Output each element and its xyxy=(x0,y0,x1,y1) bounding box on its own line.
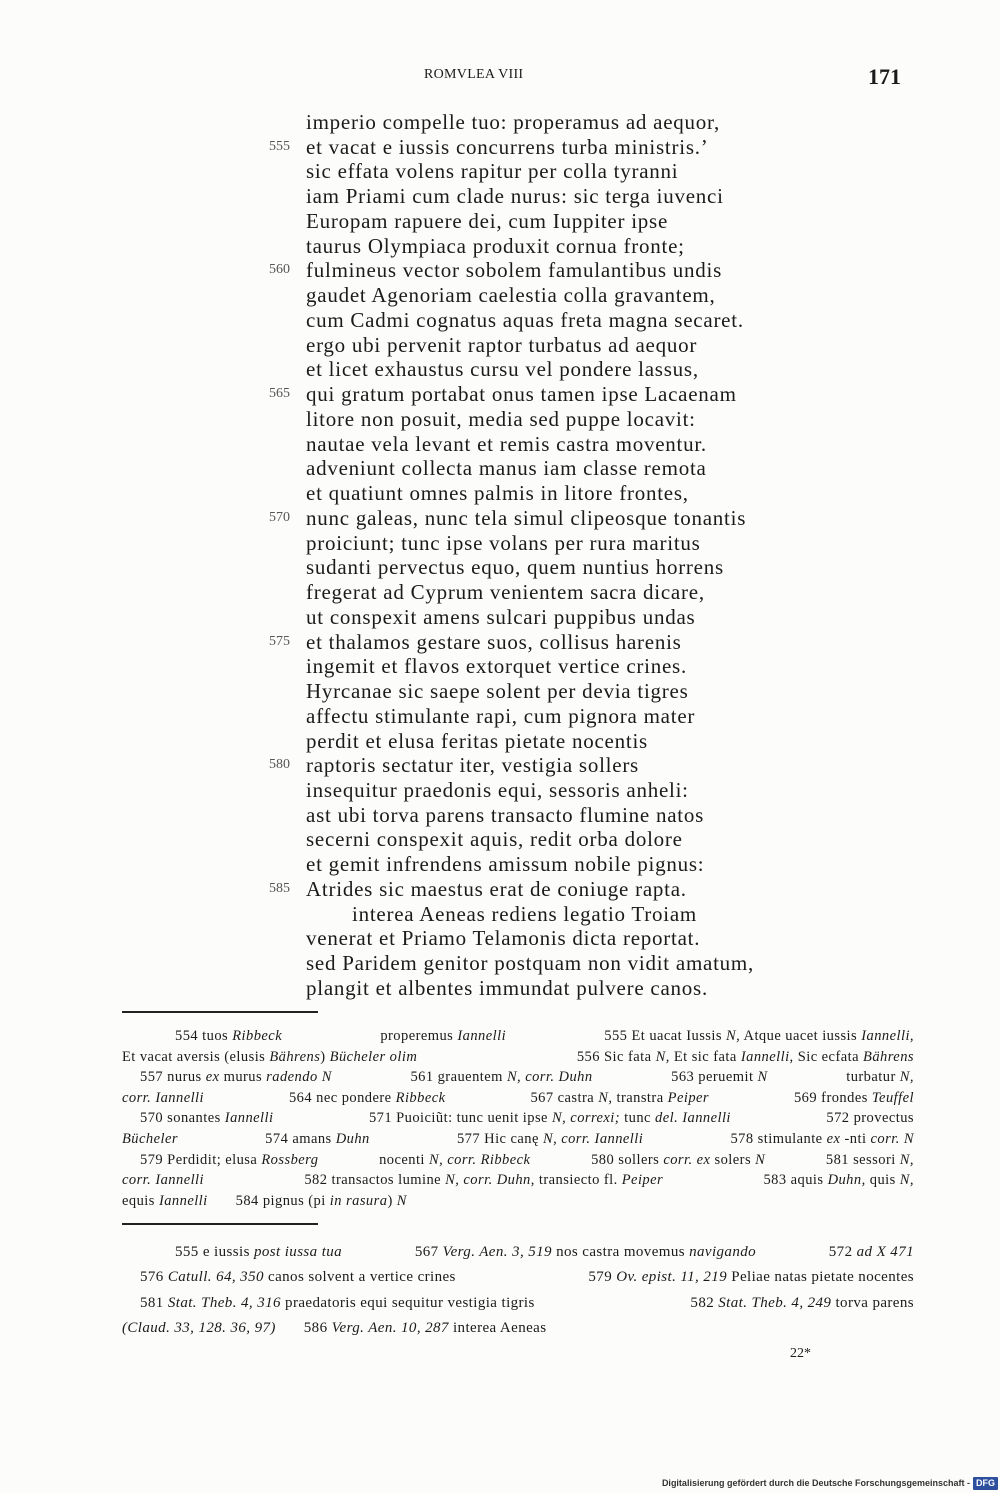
roman-text: 557 nurus xyxy=(140,1069,206,1086)
italic-text: Stat. Theb. 4, 316 xyxy=(167,1294,281,1311)
roman-text: transtra xyxy=(612,1089,668,1106)
verse-line-text: perdit et elusa feritas pietate nocentis xyxy=(306,728,648,753)
italic-text: Iannelli xyxy=(224,1110,274,1127)
apparatus-line xyxy=(122,1191,914,1212)
roman-text: 570 sonantes xyxy=(140,1110,225,1127)
italic-text: N xyxy=(396,1192,407,1209)
verse-line xyxy=(0,456,1000,481)
verse-line xyxy=(0,209,1000,234)
testimonia-entry xyxy=(588,1265,914,1290)
verse-line-text: ergo ubi pervenit raptor turbatus ad aequor xyxy=(306,332,698,357)
verse-line xyxy=(0,333,1000,358)
roman-text: transiecto fl. xyxy=(534,1172,622,1189)
apparatus-entry xyxy=(410,1067,592,1088)
apparatus-entry xyxy=(289,1088,446,1109)
italic-text: N, xyxy=(655,1048,670,1065)
verse-line xyxy=(0,704,1000,729)
roman-text: 554 tuos xyxy=(175,1028,233,1044)
apparatus-entry xyxy=(140,1150,318,1171)
roman-text: 569 frondes xyxy=(793,1089,872,1106)
verse-line xyxy=(0,531,1000,556)
apparatus-entry xyxy=(175,1026,282,1047)
verse-line-text: litore non posuit, media sed puppe locavit: xyxy=(306,406,696,431)
italic-text: Bücheler olim xyxy=(329,1048,418,1065)
roman-text: properemus xyxy=(380,1028,458,1044)
roman-text: solers xyxy=(710,1151,756,1168)
italic-text: Peiper xyxy=(667,1089,710,1106)
roman-text: torva parens xyxy=(831,1294,914,1311)
verse-line xyxy=(0,926,1000,951)
roman-text: nos castra movemus xyxy=(551,1244,690,1260)
testimonia-entry xyxy=(140,1265,456,1290)
verse-line xyxy=(0,679,1000,704)
verse-line-text: proiciunt; tunc ipse volans per rura maritus xyxy=(306,530,701,555)
apparatus-entry xyxy=(763,1170,914,1191)
italic-text: ad X 471 xyxy=(856,1244,914,1260)
roman-text: Atque uacet iussis xyxy=(740,1028,862,1044)
roman-text: 556 Sic fata xyxy=(576,1048,656,1065)
testimonia-entry xyxy=(829,1240,914,1265)
roman-text: 561 grauentem xyxy=(410,1069,507,1086)
footnote-rule xyxy=(122,1011,318,1013)
apparatus-entry xyxy=(379,1150,530,1171)
roman-text: 580 sollers xyxy=(591,1151,664,1168)
verse-line-text: et licet exhaustus cursu vel pondere lassus, xyxy=(306,357,699,382)
verse-line xyxy=(0,357,1000,382)
verse-line-text: iam Priami cum clade nurus: sic terga iuvenci xyxy=(306,184,724,209)
apparatus-entry xyxy=(730,1129,913,1150)
signature-mark: 22* xyxy=(790,1346,811,1361)
roman-text: 583 aquis xyxy=(763,1172,828,1189)
italic-text: Ov. epist. 11, 219 xyxy=(616,1269,728,1286)
verse-line xyxy=(0,135,1000,160)
verse-line-text: et quatiunt omnes palmis in litore frontes, xyxy=(306,481,689,506)
verse-line xyxy=(0,605,1000,630)
italic-text: post iussa tua xyxy=(253,1244,343,1260)
roman-text: 582 transactos lumine xyxy=(304,1172,446,1189)
verse-line xyxy=(0,630,1000,655)
verse-line-text: fregerat ad Cyprum venientem sacra dicare, xyxy=(306,580,705,605)
verse-line xyxy=(0,580,1000,605)
verse-line-text: nautae vela levant et remis castra moventur. xyxy=(306,431,707,456)
verse-line xyxy=(0,184,1000,209)
italic-text: Iannelli, xyxy=(740,1048,794,1065)
running-head: ROMVLEA VIII xyxy=(424,67,524,82)
verse-line-text: plangit et albentes immundat pulvere canos. xyxy=(306,975,708,1000)
roman-text: interea Aeneas xyxy=(448,1319,547,1336)
verse-text-block xyxy=(0,110,1000,1001)
roman-text: 571 Puoiciũt: tunc uenit ipse xyxy=(368,1110,553,1127)
italic-text: N, xyxy=(899,1069,914,1086)
roman-text: Et sic fata xyxy=(669,1048,741,1065)
italic-text: Verg. Aen. 10, 287 xyxy=(331,1319,449,1336)
apparatus-entry xyxy=(122,1047,417,1068)
verse-line xyxy=(0,382,1000,407)
italic-text: Iannelli xyxy=(457,1028,507,1044)
apparatus-line xyxy=(140,1108,914,1129)
testimonia-line xyxy=(122,1316,914,1341)
roman-text: 555 e iussis xyxy=(175,1244,254,1260)
apparatus-entry xyxy=(826,1108,914,1129)
line-number: 555 xyxy=(269,138,290,154)
roman-text: Peliae natas pietate nocentes xyxy=(727,1269,914,1286)
apparatus-line xyxy=(122,1088,914,1109)
apparatus-line xyxy=(140,1150,914,1171)
apparatus-entry xyxy=(826,1150,914,1171)
roman-text: -nti xyxy=(840,1131,871,1147)
italic-text: corr. Iannelli xyxy=(122,1172,205,1189)
page-number: 171 xyxy=(868,64,901,89)
verse-line xyxy=(0,555,1000,580)
verse-line xyxy=(0,283,1000,308)
roman-text: 579 Perdidit; elusa xyxy=(140,1151,262,1168)
line-number: 565 xyxy=(269,386,290,402)
verse-line xyxy=(0,110,1000,135)
verse-line-text: nunc galeas, nunc tela simul clipeosque tonantis xyxy=(306,505,747,530)
italic-text: ex xyxy=(205,1069,220,1086)
roman-text: 582 xyxy=(690,1294,719,1311)
apparatus-entry xyxy=(604,1026,914,1047)
apparatus-entry xyxy=(122,1191,208,1212)
line-number: 580 xyxy=(269,757,290,773)
verse-line-text: fulmineus vector sobolem famulantibus undis xyxy=(306,258,723,283)
verse-line-text: ut conspexit amens sulcari puppibus undas xyxy=(306,604,696,629)
roman-text: praedatoris equi sequitur vestigia tigris xyxy=(280,1294,535,1311)
verse-line xyxy=(0,729,1000,754)
critical-apparatus xyxy=(0,1026,1000,1216)
apparatus-entry xyxy=(369,1108,731,1129)
italic-text: radendo N xyxy=(266,1069,332,1086)
apparatus-entry xyxy=(265,1129,370,1150)
roman-text: 567 xyxy=(414,1244,443,1260)
italic-text: N, xyxy=(899,1151,914,1168)
apparatus-line xyxy=(122,1170,914,1191)
apparatus-entry xyxy=(530,1088,709,1109)
italic-text: navigando xyxy=(689,1244,757,1260)
verse-line-text: sudanti pervectus equo, quem nuntius horrens xyxy=(306,555,724,580)
apparatus-entry xyxy=(671,1067,768,1088)
italic-text: in rasura xyxy=(329,1192,388,1209)
roman-text: quis xyxy=(865,1172,900,1189)
roman-text: 572 xyxy=(828,1244,857,1260)
roman-text: 572 provectus xyxy=(826,1110,914,1127)
italic-text: Iannelli xyxy=(158,1192,208,1209)
roman-text: 581 sessori xyxy=(825,1151,900,1168)
credit-text: Digitalisierung gefördert durch die Deutsche Forschungsgemeinschaft - xyxy=(661,1478,970,1488)
apparatus-line xyxy=(175,1026,914,1047)
verse-line-text: interea Aeneas rediens legatio Troiam xyxy=(352,901,697,926)
verse-line-text: affectu stimulante rapi, cum pignora mater xyxy=(306,703,696,728)
italic-text: N, xyxy=(598,1089,613,1106)
line-number: 585 xyxy=(269,880,290,896)
testimonia-entry xyxy=(690,1291,914,1316)
roman-text: ) xyxy=(387,1192,397,1209)
line-number: 570 xyxy=(269,509,290,525)
verse-line-text: et thalamos gestare suos, collisus harenis xyxy=(306,629,682,654)
footnote-rule xyxy=(122,1223,318,1225)
verse-line xyxy=(0,778,1000,803)
italic-text: Verg. Aen. 3, 519 xyxy=(442,1244,552,1260)
roman-text: nocenti xyxy=(379,1151,429,1168)
verse-line xyxy=(0,902,1000,927)
apparatus-line xyxy=(140,1067,914,1088)
roman-text: canos solvent a vertice crines xyxy=(263,1269,456,1286)
apparatus-line xyxy=(122,1129,914,1150)
line-number: 575 xyxy=(269,633,290,649)
apparatus-entry xyxy=(380,1026,506,1047)
italic-text: corr. Iannelli xyxy=(122,1089,205,1106)
verse-line-text: ast ubi torva parens transacto flumine natos xyxy=(306,802,705,827)
apparatus-entry xyxy=(140,1108,274,1129)
roman-text: Sic ecfata xyxy=(793,1048,864,1065)
verse-line xyxy=(0,803,1000,828)
roman-text: turbatur xyxy=(846,1069,900,1086)
italic-text: Bücheler xyxy=(122,1131,178,1147)
verse-line-text: insequitur praedonis equi, sessoris anheli: xyxy=(306,777,689,802)
roman-text: 576 xyxy=(140,1269,168,1286)
italic-text: N xyxy=(757,1069,768,1086)
verse-line-text: sic effata volens rapitur per colla tyranni xyxy=(306,159,679,184)
apparatus-entry xyxy=(794,1088,914,1109)
verse-line xyxy=(0,159,1000,184)
verse-line xyxy=(0,877,1000,902)
roman-text: 563 peruemit xyxy=(671,1069,758,1086)
apparatus-entry xyxy=(236,1191,407,1212)
roman-text: Et vacat aversis (elusis xyxy=(122,1048,270,1065)
verse-line xyxy=(0,234,1000,259)
testimonia-notes xyxy=(0,1240,1000,1342)
testimonia-entry xyxy=(415,1240,756,1265)
italic-text: N, corr. Duhn, xyxy=(445,1172,535,1189)
apparatus-entry xyxy=(140,1067,332,1088)
roman-text: 555 Et uacat Iussis xyxy=(604,1028,727,1044)
verse-line-text: ingemit et flavos extorquet vertice crines. xyxy=(306,654,687,679)
verse-line-text: imperio compelle tuo: properamus ad aequor, xyxy=(306,110,720,134)
italic-text: Iannelli, xyxy=(861,1028,914,1044)
roman-text: 574 amans xyxy=(265,1131,336,1147)
italic-text: corr. N xyxy=(870,1131,914,1147)
verse-line xyxy=(0,753,1000,778)
italic-text: Bährens xyxy=(863,1048,914,1065)
roman-text: 586 xyxy=(303,1319,332,1336)
verse-line-text: taurus Olympiaca produxit cornua fronte; xyxy=(306,233,685,258)
apparatus-entry xyxy=(457,1129,643,1150)
italic-text: ex xyxy=(826,1131,841,1147)
italic-text: del. Iannelli xyxy=(655,1110,731,1127)
italic-text: Rossberg xyxy=(261,1151,319,1168)
roman-text: 567 castra xyxy=(530,1089,599,1106)
italic-text: N, corr. Ribbeck xyxy=(428,1151,531,1168)
roman-text: 584 pignus (pi xyxy=(235,1192,330,1209)
apparatus-entry xyxy=(122,1129,178,1150)
verse-line xyxy=(0,432,1000,457)
italic-text: N, corr. Iannelli xyxy=(542,1131,644,1147)
verse-line-text: Europam rapuere dei, cum Iuppiter ipse xyxy=(306,208,669,233)
italic-text: Duhn, xyxy=(827,1172,866,1189)
apparatus-entry xyxy=(577,1047,914,1068)
verse-line-text: Atrides sic maestus erat de coniuge rapta. xyxy=(306,876,687,901)
verse-line xyxy=(0,852,1000,877)
line-number: 560 xyxy=(269,262,290,278)
italic-text: Duhn xyxy=(335,1131,370,1147)
verse-line-text: raptoris sectatur iter, vestigia sollers xyxy=(306,753,639,778)
testimonia-entry xyxy=(122,1316,276,1341)
verse-line-text: secerni conspexit aquis, redit orba dolore xyxy=(306,827,683,852)
italic-text: Stat. Theb. 4, 249 xyxy=(718,1294,832,1311)
roman-text: 579 xyxy=(588,1269,617,1286)
apparatus-entry xyxy=(591,1150,765,1171)
apparatus-entry xyxy=(122,1088,204,1109)
testimonia-line xyxy=(175,1240,914,1265)
testimonia-line xyxy=(140,1291,914,1316)
verse-line-text: gaudet Agenoriam caelestia colla gravantem, xyxy=(306,283,716,308)
italic-text: N, xyxy=(726,1028,741,1044)
testimonia-line xyxy=(140,1265,914,1290)
italic-text: Teuffel xyxy=(871,1089,914,1106)
testimonia-entry xyxy=(175,1240,342,1265)
verse-line xyxy=(0,951,1000,976)
verse-line xyxy=(0,407,1000,432)
verse-line-text: qui gratum portabat onus tamen ipse Lacaenam xyxy=(306,382,737,407)
italic-text: Ribbeck xyxy=(395,1089,446,1106)
verse-line-text: Hyrcanae sic saepe solent per devia tigres xyxy=(306,679,689,704)
verse-line-text: et gemit infrendens amissum nobile pignus: xyxy=(306,852,705,877)
italic-text: N, corr. Duhn xyxy=(506,1069,593,1086)
verse-line xyxy=(0,976,1000,1001)
roman-text: ) xyxy=(320,1048,330,1065)
italic-text: N, xyxy=(899,1172,914,1189)
italic-text: N, correxi; xyxy=(552,1110,621,1127)
verse-line-text: venerat et Priamo Telamonis dicta reportat. xyxy=(306,926,701,951)
roman-text: 577 Hic canę xyxy=(456,1131,543,1147)
verse-line xyxy=(0,827,1000,852)
italic-text: Ribbeck xyxy=(232,1028,283,1044)
italic-text: N xyxy=(755,1151,766,1168)
verse-line xyxy=(0,506,1000,531)
italic-text: Peiper xyxy=(621,1172,664,1189)
testimonia-entry xyxy=(140,1291,535,1316)
roman-text: 578 stimulante xyxy=(730,1131,827,1147)
verse-line xyxy=(0,481,1000,506)
apparatus-line xyxy=(122,1047,914,1068)
roman-text: tunc xyxy=(620,1110,655,1127)
verse-line-text: et vacat e iussis concurrens turba ministris.’ xyxy=(306,134,709,159)
italic-text: Catull. 64, 350 xyxy=(167,1269,264,1286)
italic-text: corr. ex xyxy=(663,1151,711,1168)
apparatus-entry xyxy=(304,1170,663,1191)
verse-line-text: sed Paridem genitor postquam non vidit amatum, xyxy=(306,951,755,976)
testimonia-entry xyxy=(304,1316,547,1341)
digitization-credit xyxy=(662,1475,998,1491)
verse-line xyxy=(0,258,1000,283)
roman-text: murus xyxy=(219,1069,267,1086)
italic-text: Bährens xyxy=(269,1048,321,1065)
roman-text: 581 xyxy=(140,1294,168,1311)
verse-line-text: adveniunt collecta manus iam classe remota xyxy=(306,456,707,481)
verse-line xyxy=(0,308,1000,333)
dfg-logo: DFG xyxy=(973,1477,998,1490)
roman-text: equis xyxy=(122,1192,159,1209)
verse-line xyxy=(0,654,1000,679)
apparatus-entry xyxy=(846,1067,914,1088)
verse-line-text: cum Cadmi cognatus aquas freta magna secaret. xyxy=(306,307,744,332)
apparatus-entry xyxy=(122,1170,204,1191)
italic-text: (Claud. 33, 128. 36, 97) xyxy=(122,1319,276,1336)
roman-text: 564 nec pondere xyxy=(288,1089,396,1106)
